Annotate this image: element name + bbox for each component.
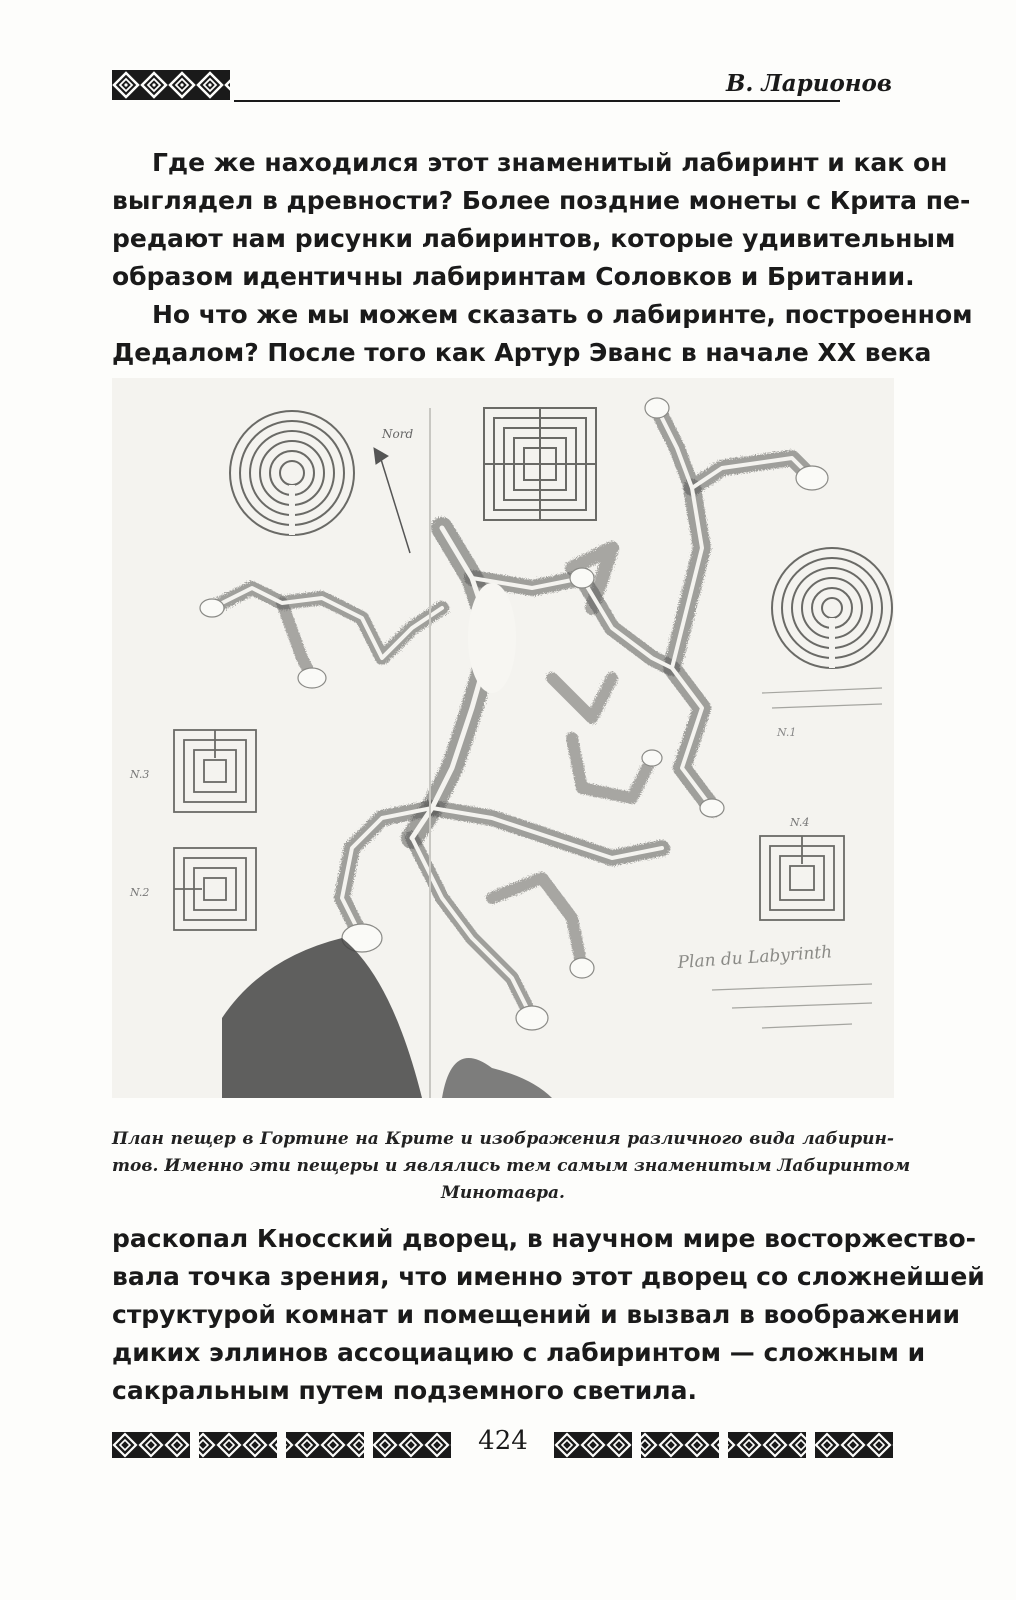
- round-labyrinth-top: [230, 411, 354, 535]
- sea-area: [222, 938, 422, 1098]
- sea-area: [442, 1058, 552, 1098]
- text-line: редают нам рисунки лабиринтов, которые удивительным: [112, 224, 956, 253]
- n1-label: N.1: [777, 726, 797, 739]
- text-line: Но что же мы можем сказать о лабиринте, построенном: [152, 300, 973, 329]
- author-name: В. Ларионов: [725, 70, 892, 97]
- text-line: Дедалом? После того как Артур Эванс в начале XX века: [112, 338, 932, 367]
- square-labyrinth-top: [484, 408, 596, 520]
- caption-line: Минотавра.: [441, 1183, 565, 1203]
- paragraph-2: [112, 296, 973, 372]
- running-footer: [112, 1424, 894, 1464]
- knot-ornament-icon: [554, 1432, 894, 1458]
- knot-ornament-icon: [112, 70, 230, 100]
- caption-line: тов. Именно эти пещеры и являлись тем самым знаменитым Лабиринтом: [112, 1156, 911, 1176]
- n3-label: N.3: [130, 768, 150, 781]
- handwriting-lines: [712, 688, 882, 1028]
- running-header: [112, 62, 892, 108]
- text-line: образом идентичны лабиринтам Соловков и Британии.: [112, 262, 915, 291]
- text-line: выглядел в древности? Более поздние монеты с Крита пе-: [112, 186, 971, 215]
- square-labyrinth-n4: [760, 836, 844, 920]
- text-line: Где же находился этот знаменитый лабиринт и как он: [152, 148, 948, 177]
- text-line: раскопал Кносский дворец, в научном мире восторжество-: [112, 1224, 976, 1253]
- header-rule: [234, 100, 840, 102]
- n2-label: N.2: [130, 886, 150, 899]
- n4-label: N.4: [790, 816, 810, 829]
- text-line: вала точка зрения, что именно этот дворец со сложнейшей: [112, 1262, 985, 1291]
- round-labyrinth-right: [772, 548, 892, 668]
- text-line: структурой комнат и помещений и вызвал в воображении: [112, 1300, 961, 1329]
- cave-plan-illustration: [112, 378, 894, 1098]
- north-arrow: [374, 448, 410, 553]
- text-line: сакральным путем подземного светила.: [112, 1376, 697, 1405]
- text-line: диких эллинов ассоциацию с лабиринтом — сложным и: [112, 1338, 926, 1367]
- nord-label: Nord: [382, 427, 414, 441]
- figure-caption: [112, 1126, 911, 1207]
- cave-plan-figure: [112, 378, 894, 1098]
- paragraph-1: [112, 144, 971, 296]
- square-labyrinth-n2: [174, 848, 256, 930]
- caption-line: План пещер в Гортине на Крите и изображения различного вида лабирин-: [112, 1129, 894, 1149]
- paragraph-3: [112, 1220, 985, 1410]
- plan-title: Plan du Labyrinth: [676, 942, 833, 973]
- square-labyrinth-n3: [174, 730, 256, 812]
- knot-ornament-icon: [112, 1432, 452, 1458]
- page-number: 424: [478, 1426, 528, 1456]
